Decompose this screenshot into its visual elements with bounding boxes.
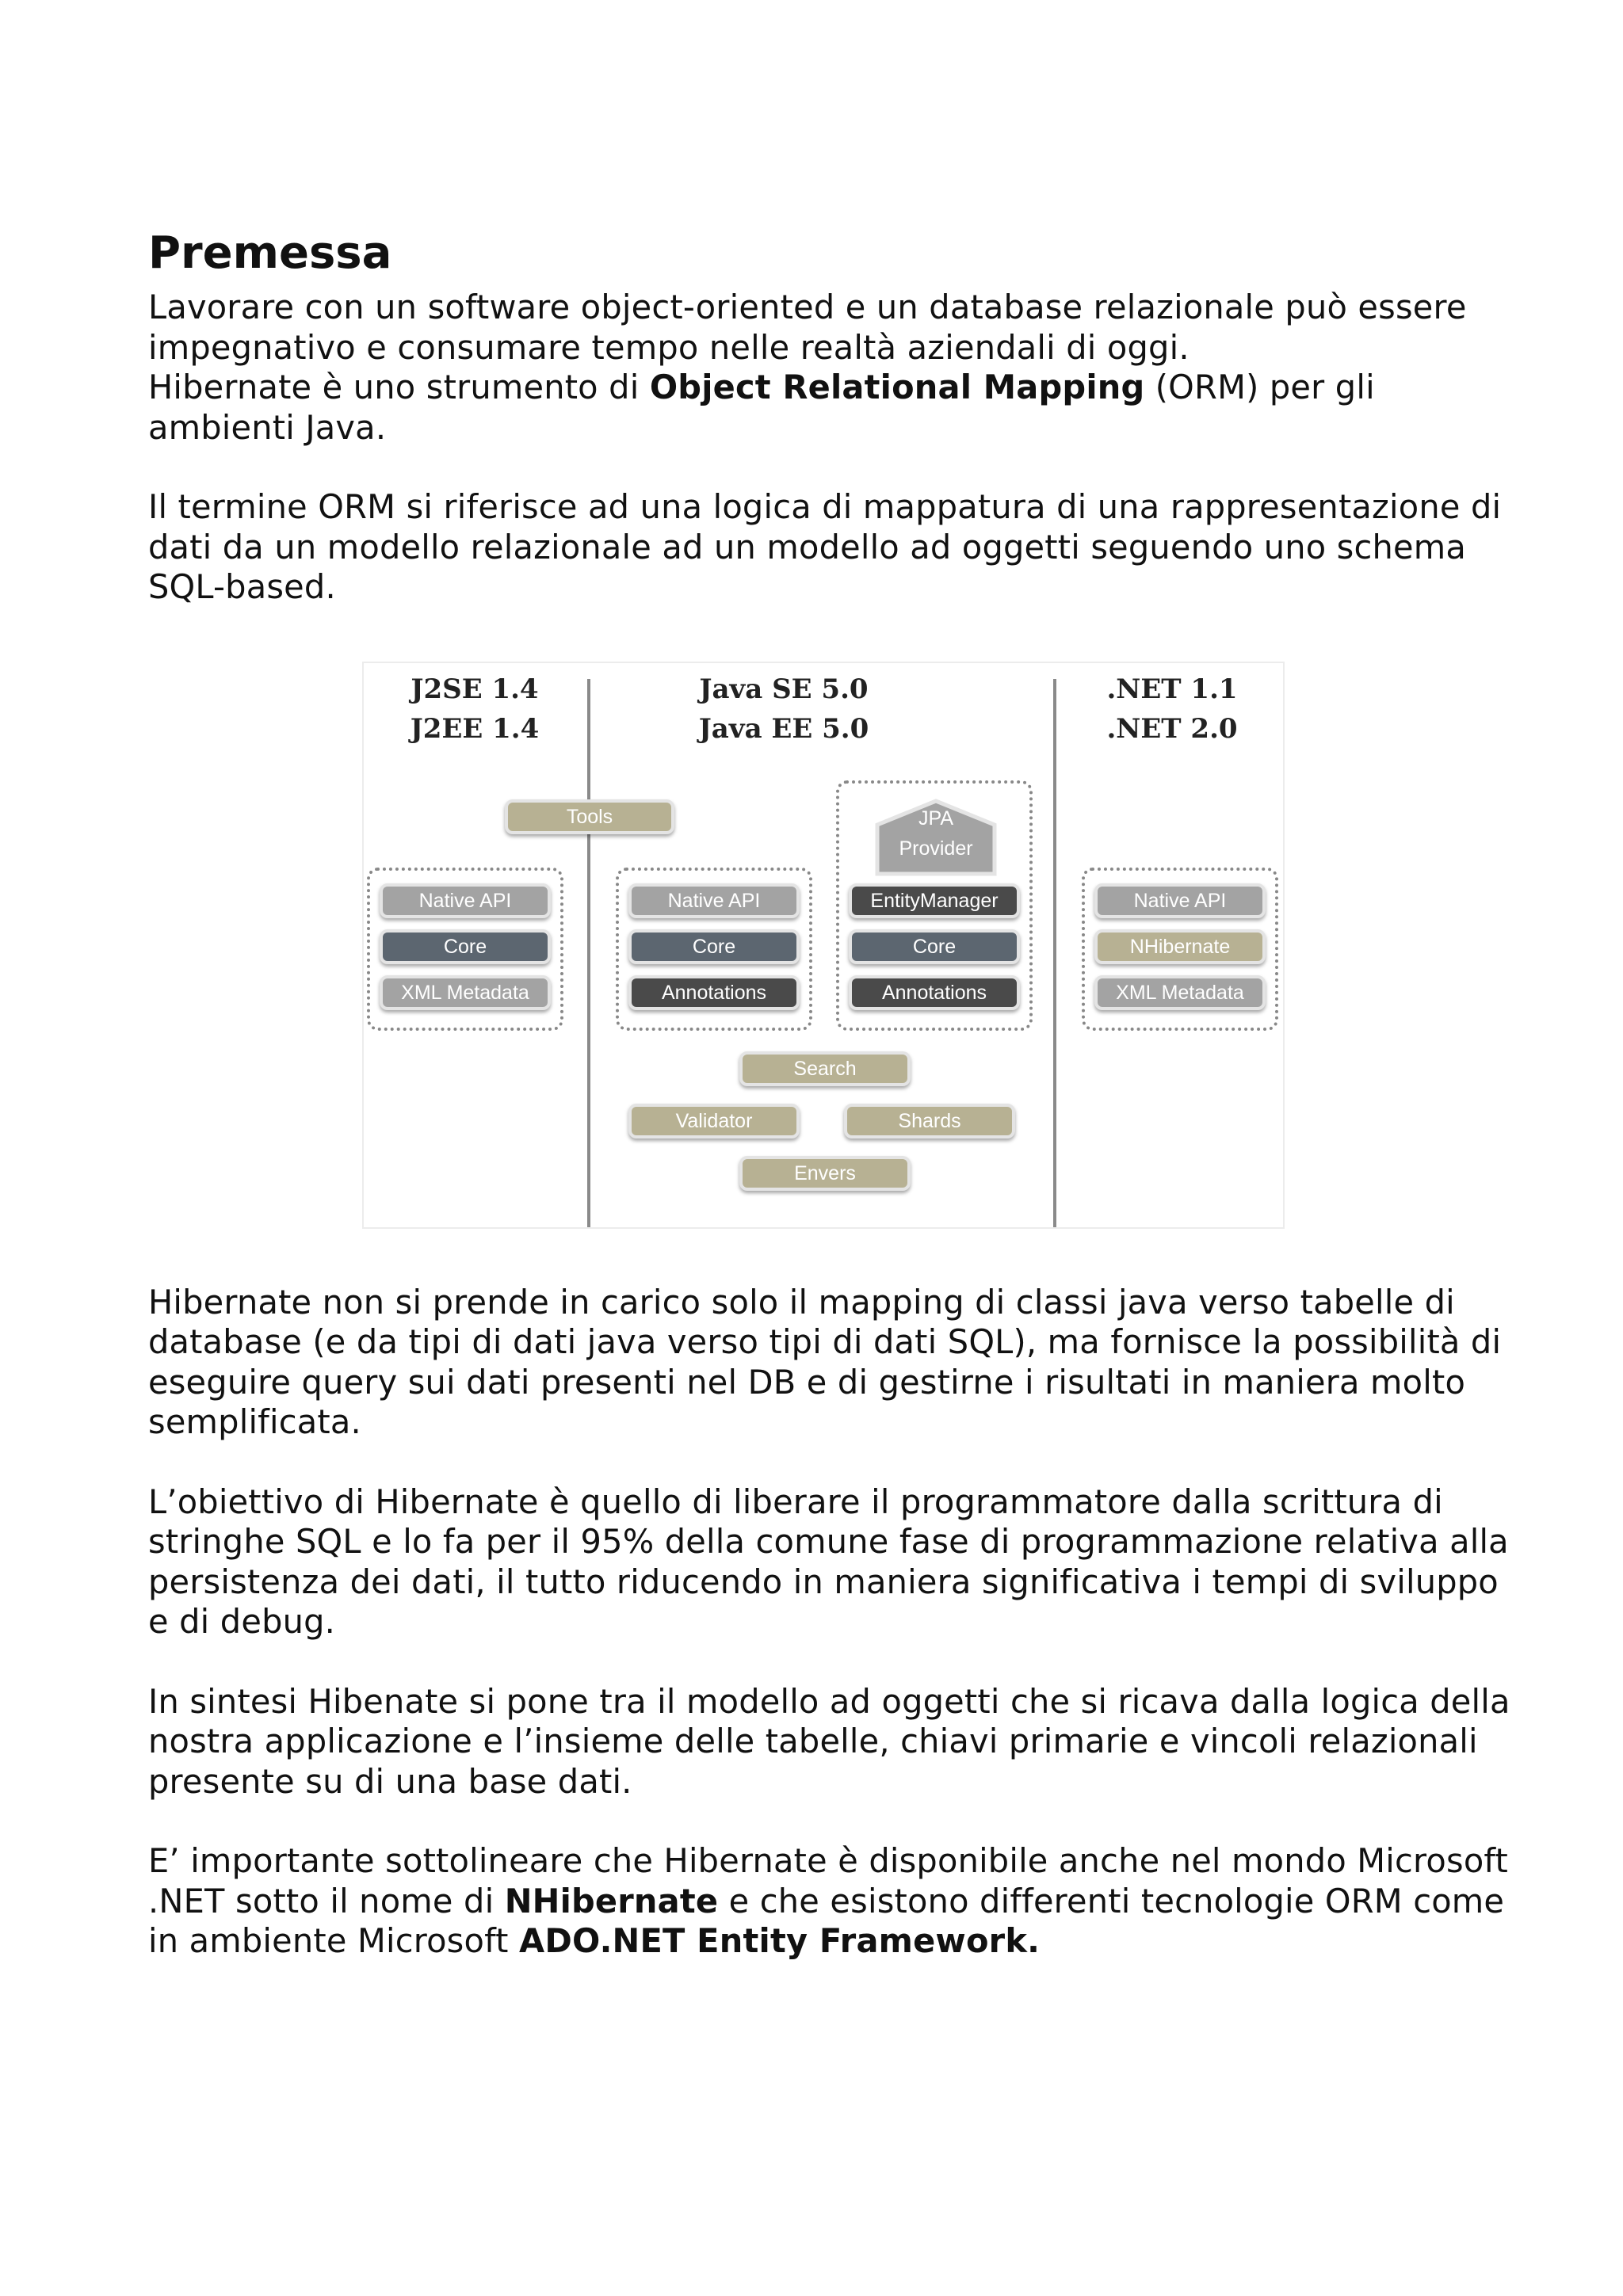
xml-metadata-box: XML Metadata [380,975,551,1010]
paragraph-orm-definition: Il termine ORM si riferisce ad una logica di mappatura di una rappresentazione di dati da un modello relazionale ad un modello ad oggetti seguendo uno schema SQL-based. [148,487,1502,606]
group-j2se [367,868,563,1031]
header-javase-line2: Java EE 5.0 [698,712,869,745]
group-javase-native [616,868,812,1031]
header-j2se-line2: J2EE 1.4 [410,712,540,745]
core-box: Core [849,929,1020,964]
native-api-box: Native API [1094,883,1266,918]
paragraph-nhibernate-mid: e che esistono differenti tecnologie ORM come in ambiente Microsoft [148,1881,1505,1960]
divider-line-1 [587,679,590,1227]
paragraph-summary: In sintesi Hibenate si pone tra il modello ad oggetti che si ricava dalla logica della nostra applicazione e l’insieme delle tabelle, chiavi primarie e vincoli relazionali presente su di una base dati. [148,1681,1510,1801]
xml-metadata-box: XML Metadata [1094,975,1266,1010]
header-dotnet-line2: .NET 2.0 [1106,712,1238,745]
orm-bold-term: Object Relational Mapping [649,368,1145,406]
group-javase-jpa [836,780,1033,1031]
paragraph-nhibernate-pre: E’ importante sottolineare che Hibernate è disponibile anche nel mondo Microsoft .NET sotto il nome di [148,1841,1508,1920]
group-dotnet [1082,868,1278,1031]
divider-line-2 [1053,679,1056,1227]
core-box: Core [380,929,551,964]
shards-box: Shards [844,1104,1015,1138]
native-api-box: Native API [380,883,551,918]
nhibernate-bold-term: NHibernate [504,1881,719,1920]
hibernate-diagram [362,662,1285,1229]
provider-label: Provider [899,837,973,860]
header-dotnet [1093,669,1251,749]
validator-box: Validator [628,1104,800,1138]
header-dotnet-line1: .NET 1.1 [1106,673,1238,705]
entity-manager-box: EntityManager [849,883,1020,918]
document-page [148,226,1511,1962]
page-title: Premessa [148,227,392,279]
envers-box: Envers [739,1156,911,1191]
search-box: Search [739,1051,911,1086]
annotations-box: Annotations [628,975,800,1010]
jpa-label: JPA [918,807,953,830]
header-j2se-line1: J2SE 1.4 [411,673,539,705]
paragraph-mapping: Hibernate non si prende in carico solo il mapping di classi java verso tabelle di database (e da tipi di dati java verso tipi di dati SQL), ma fornisce la possibilità di eseguire query sui dati presenti nel DB e di gestirne i risultati in maniera molto semplificata. [148,1282,1502,1441]
ado-net-bold-term: ADO.NET Entity Framework. [519,1921,1041,1960]
core-box: Core [628,929,800,964]
tools-box: Tools [505,799,674,834]
header-javase-line1: Java SE 5.0 [699,673,869,705]
annotations-box: Annotations [849,975,1020,1010]
paragraph-intro-1 [148,288,1511,448]
paragraph-intro-2-pre: Hibernate è uno strumento di [148,368,650,406]
paragraph-nhibernate [148,1841,1511,1962]
paragraph-intro-1-text: Lavorare con un software object-oriented e un database relazionale può essere impegnativo e consumare tempo nelle realtà aziendali di oggi. [148,288,1467,367]
header-j2se [395,669,554,749]
nhibernate-box: NHibernate [1094,929,1266,964]
paragraph-objective: L’obiettivo di Hibernate è quello di liberare il programmatore dalla scrittura di stringhe SQL e lo fa per il 95% della comune fase di programmazione relativa alla persistenza dei dati, il tutto riducendo in maniera significativa i tempi di sviluppo e di debug. [148,1482,1509,1641]
native-api-box: Native API [628,883,800,918]
paragraph-intro-2-post: (ORM) per gli ambienti Java. [148,368,1375,447]
header-javase [665,669,903,749]
